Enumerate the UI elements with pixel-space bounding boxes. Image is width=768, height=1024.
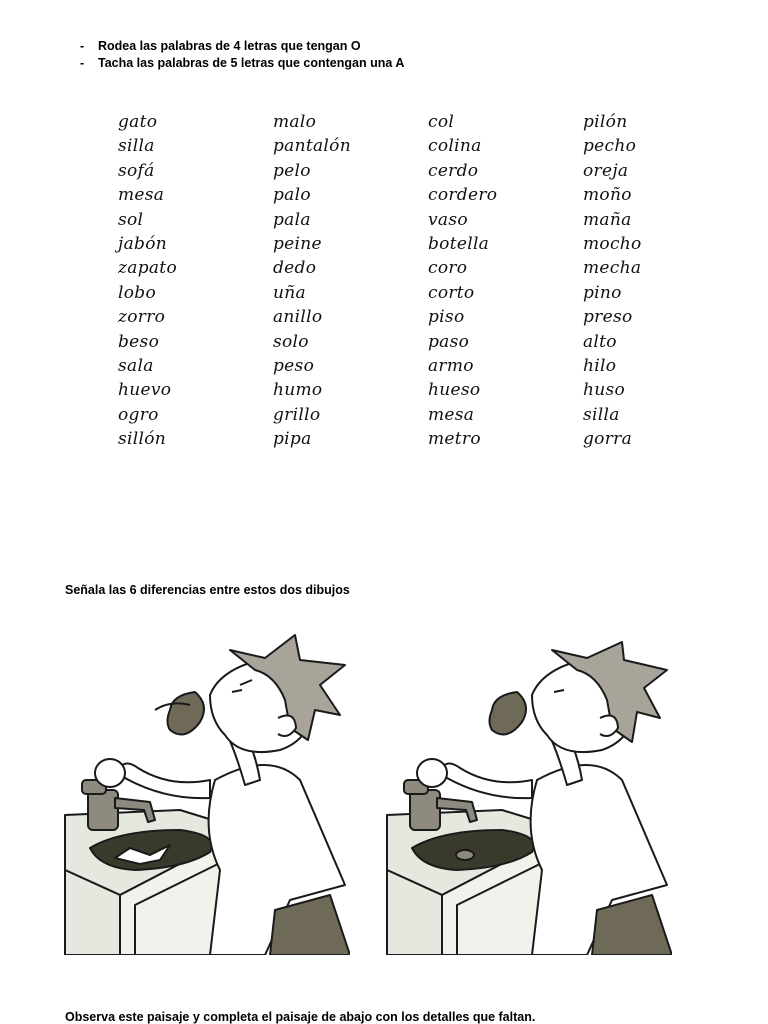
word-item: armo [428, 355, 474, 376]
word-item: beso [118, 331, 160, 352]
word-item: sol [118, 209, 144, 230]
word-item: ogro [118, 404, 159, 425]
word-item: vaso [428, 209, 468, 230]
word-item: moño [583, 185, 632, 206]
word-column-2 [273, 110, 351, 451]
word-item: cordero [428, 185, 498, 206]
landscape-title: Observa este paisaje y completa el paisaje de abajo con los detalles que faltan. [65, 1010, 536, 1024]
boy-drinking-drawing-right [382, 630, 672, 955]
word-item: maña [583, 209, 632, 230]
word-item: pecho [583, 136, 637, 157]
word-item: mocho [583, 233, 642, 254]
word-item: silla [118, 136, 155, 157]
word-item: piso [428, 307, 465, 328]
word-item: mecha [583, 258, 642, 279]
boy-drinking-drawing-left [60, 630, 350, 955]
word-item: pino [583, 282, 622, 303]
word-item: pipa [273, 429, 312, 450]
word-item: mesa [428, 404, 475, 425]
word-item: cerdo [428, 160, 479, 181]
word-item: botella [428, 233, 490, 254]
word-item: pilón [583, 112, 628, 132]
word-item: gato [118, 112, 158, 132]
word-item: paso [428, 331, 470, 352]
differences-title: Señala las 6 diferencias entre estos dos dibujos [65, 583, 350, 597]
word-item: huso [583, 380, 626, 401]
instruction-2-text: Tacha las palabras de 5 letras que contengan una A [98, 56, 405, 70]
instruction-2: - Tacha las palabras de 5 letras que contengan una A [80, 56, 405, 70]
word-item: sofá [118, 160, 155, 181]
word-item: pantalón [273, 136, 351, 157]
word-item: sala [118, 355, 154, 376]
word-item: dedo [273, 258, 317, 279]
word-item: solo [273, 331, 309, 352]
word-item: peine [273, 233, 322, 254]
word-item: peso [273, 355, 315, 376]
word-item: mesa [118, 185, 165, 206]
word-item: oreja [583, 160, 629, 181]
word-column-1 [118, 110, 177, 451]
word-item: sillón [118, 429, 167, 450]
word-item: palo [273, 185, 311, 206]
word-item: lobo [118, 282, 156, 303]
word-column-3 [428, 110, 497, 451]
word-item: corto [428, 282, 475, 303]
word-item: zorro [118, 307, 166, 328]
word-item: pelo [273, 160, 311, 181]
word-item: colina [428, 136, 482, 157]
instruction-1: - Rodea las palabras de 4 letras que tengan O [80, 39, 361, 53]
word-item: coro [428, 258, 468, 279]
word-column-4 [583, 110, 642, 451]
instruction-1-text: Rodea las palabras de 4 letras que tengan O [98, 39, 361, 53]
word-item: uña [273, 282, 306, 303]
word-item: hueso [428, 380, 481, 401]
word-item: anillo [273, 307, 323, 328]
word-item: preso [583, 307, 633, 328]
word-item: col [428, 112, 455, 132]
word-item: zapato [118, 258, 177, 279]
word-item: silla [583, 404, 620, 425]
word-item: huevo [118, 380, 172, 401]
word-item: grillo [273, 404, 321, 425]
word-item: metro [428, 429, 481, 450]
word-item: malo [273, 112, 317, 132]
word-item: hilo [583, 355, 617, 376]
word-item: gorra [583, 429, 633, 450]
word-item: alto [583, 331, 617, 352]
word-item: humo [273, 380, 323, 401]
word-item: jabón [118, 233, 167, 254]
word-item: pala [273, 209, 311, 230]
instructions-list [80, 38, 404, 72]
